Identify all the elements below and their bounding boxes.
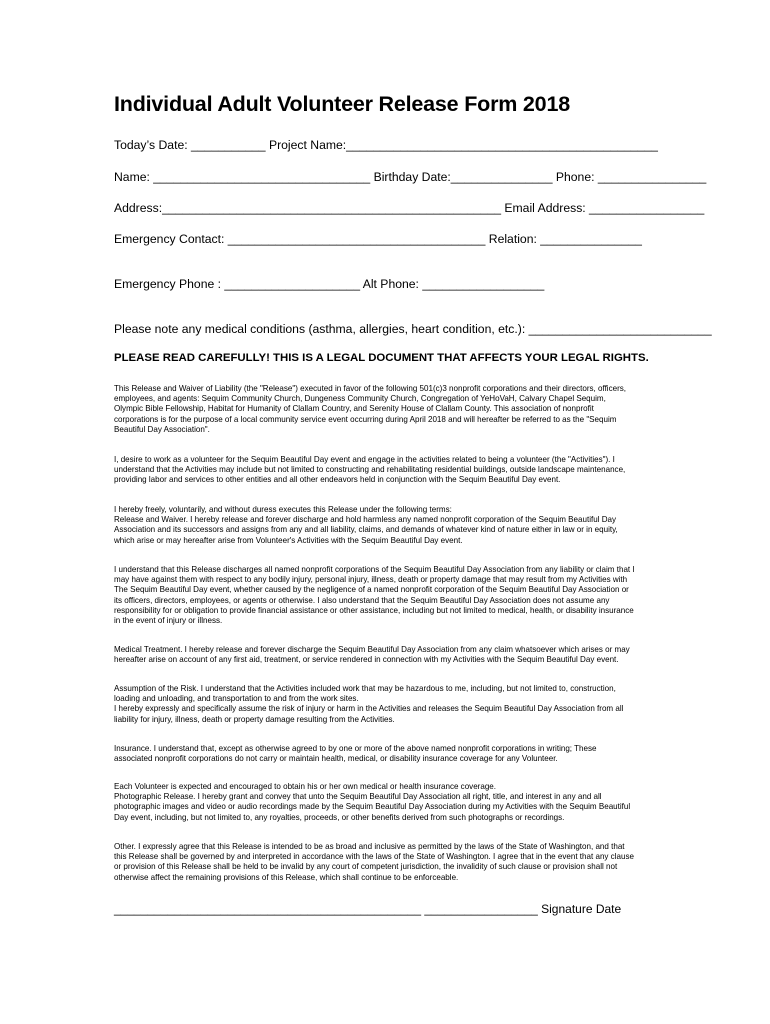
paragraph-line: which arise or may hereafter arise from Volunteer's Activities with the Sequim Beautiful Day event. (114, 535, 463, 545)
release-waiver-paragraph (114, 505, 689, 546)
phone-field[interactable]: Phone: ________________ (555, 170, 707, 184)
paragraph-line: responsibility for or obligation to provide financial assistance or other assistance, including but not limited to medical, health, or disability insurance (114, 605, 634, 615)
paragraph-line: Beautiful Day Association". (114, 424, 210, 434)
emergency-contact-row (114, 232, 642, 246)
paragraph-line: in the event of injury or illness. (114, 616, 223, 626)
liability-paragraph (114, 565, 689, 626)
paragraph-line: understand that the Activities may include but not limited to constructing and rehabilitating residential buildings, outside landscape maintenance, (114, 465, 626, 475)
form-title: Individual Adult Volunteer Release Form 2018 (114, 92, 570, 116)
paragraph-line: Insurance. I understand that, except as otherwise agreed to by one or more of the above named nonprofit corporations in writing; These (114, 744, 597, 753)
medical-row (114, 322, 712, 336)
relation-field[interactable]: Relation: _______________ (488, 232, 642, 246)
paragraph-line: Assumption of the Risk. I understand that the Activities included work that may be hazardous to me, including, but not limited to, construction, (114, 684, 616, 693)
paragraph-line: I, desire to work as a volunteer for the Sequim Beautiful Day event and engage in the activities related to being a volunteer (the "Activities"). I (114, 455, 615, 464)
emergency-phone-field[interactable]: Emergency Phone : ____________________ (114, 277, 363, 291)
paragraph-line: hereafter arise on account of any first aid, treatment, or service rendered in connection with my Activities with the Sequim Beautiful Day event. (114, 655, 619, 665)
paragraph-line: employees, and agents: Sequim Community Church, Dungeness Community Church, Congregation of YeHoVaH, Calvary Chapel Sequim, (114, 394, 606, 404)
project-name-field[interactable]: Project Name:______________________________________________ (268, 138, 658, 152)
address-field[interactable]: Address:__________________________________________________ (114, 201, 505, 215)
paragraph-line: This Release and Waiver of Liability (the "Release") executed in favor of the following 501(c)3 nonprofit corporations and their directors, officers, (114, 384, 627, 393)
other-terms-paragraph (114, 842, 689, 883)
email-field[interactable]: Email Address: _________________ (504, 201, 705, 215)
release-paragraph (114, 384, 689, 435)
paragraph-line: I understand that this Release discharges all named nonprofit corporations of the Sequim Beautiful Day Association from any liability or claim that I (114, 565, 635, 574)
paragraph-line: Release and Waiver. I hereby release and forever discharge and hold harmless any named nonprofit corporation of the Sequim Beautiful Day (114, 515, 617, 525)
paragraph-line: I hereby expressly and specifically assume the risk of injury or harm in the Activities and releases the Sequim Beautiful Day Association from all (114, 704, 624, 714)
assumption-of-risk-paragraph (114, 684, 689, 725)
paragraph-line: or provision of this Release shall be held to be invalid by any court of competent jurisdiction, the invalidity of such clause or provision shall not (114, 862, 618, 872)
birthday-field[interactable]: Birthday Date:_______________ (373, 170, 556, 184)
paragraph-line: Association and its successors and assigns from any and all liability, claims, and demands of whatever kind of nature either in law or in equity, (114, 525, 618, 535)
paragraph-line: photographic images and video or audio recordings made by the Sequim Beautiful Day Association during my Activities with the Sequim Beautiful (114, 802, 631, 812)
paragraph-line: associated nonprofit corporations do not carry or maintain health, medical, or disability insurance coverage for any Volunteer. (114, 754, 558, 764)
paragraph-line: Photographic Release. I hereby grant and convey that unto the Sequim Beautiful Day Association all right, title, and interest in any and all (114, 792, 602, 802)
paragraph-line: Other. I expressly agree that this Release is intended to be as broad and inclusive as permitted by the laws of the State of Washington, and that (114, 842, 625, 851)
name-field[interactable]: Name: ________________________________ (114, 170, 374, 184)
paragraph-line: I hereby freely, voluntarily, and without duress executes this Release under the following terms: (114, 505, 452, 514)
todays-date-field[interactable]: Today’s Date: ___________ (114, 138, 269, 152)
paragraph-line: liability for injury, illness, death or property damage resulting from the Activities. (114, 714, 395, 724)
paragraph-line: Each Volunteer is expected and encouraged to obtain his or her own medical or health insurance coverage. (114, 782, 497, 791)
emergency-phone-row (114, 277, 544, 291)
volunteer-activities-paragraph (114, 455, 689, 486)
legal-warning: PLEASE READ CAREFULLY! THIS IS A LEGAL DOCUMENT THAT AFFECTS YOUR LEGAL RIGHTS. (114, 352, 649, 364)
paragraph-line: The Sequim Beautiful Day event, whether caused by the negligence of a named nonprofit corporation of the Sequim Beautiful Day Association or (114, 585, 629, 595)
paragraph-line: this Release shall be governed by and interpreted in accordance with the laws of the State of Washington. I agree that in the event that any clause (114, 852, 634, 862)
insurance-paragraph (114, 744, 689, 764)
paragraph-line: its officers, directors, employees, or agents or otherwise. I also understand that the Sequim Beautiful Day Association does not assume any (114, 595, 610, 605)
emergency-contact-field[interactable]: Emergency Contact: ______________________________________ (114, 232, 489, 246)
date-project-row (114, 138, 658, 152)
date-field[interactable]: _________________ (424, 902, 542, 916)
paragraph-line: loading and unloading, and transportation to and from the work sites. (114, 694, 359, 704)
address-row (114, 201, 704, 215)
photographic-release-paragraph (114, 782, 689, 823)
alt-phone-field[interactable]: Alt Phone: __________________ (362, 277, 545, 291)
signature-field[interactable]: ______________________________________________ (114, 902, 425, 916)
paragraph-line: providing labor and services to other entities and all other endeavors held in conjunction with the Sequim Beautiful Day event. (114, 475, 561, 485)
paragraph-line: may have against them with respect to any bodily injury, personal injury, illness, death or property damage that may result from my Activities with (114, 575, 628, 585)
medical-treatment-paragraph (114, 645, 689, 665)
medical-conditions-field[interactable]: Please note any medical conditions (asthma, allergies, heart condition, etc.): ___________________________ (114, 322, 712, 336)
signature-row (114, 902, 621, 916)
signature-date-label: Signature Date (541, 902, 622, 916)
paragraph-line: otherwise affect the remaining provisions of this Release, which shall continue to be enforceable. (114, 872, 459, 882)
paragraph-line: Olympic Bible Fellowship, Habitat for Humanity of Clallam Country, and Serenity House of Clallam County. This association of nonprofit (114, 404, 594, 414)
paragraph-line: Day event, including, but not limited to, any royalties, proceeds, or other benefits derived from such photographs or recordings. (114, 812, 565, 822)
paragraph-line: corporations is for the purpose of a local community service event occurring during April 2018 and will hereafter be referred to as the "Sequim (114, 414, 617, 424)
paragraph-line: Medical Treatment. I hereby release and forever discharge the Sequim Beautiful Day Association from any claim whatsoever which arises or may (114, 645, 630, 654)
name-row (114, 170, 706, 184)
